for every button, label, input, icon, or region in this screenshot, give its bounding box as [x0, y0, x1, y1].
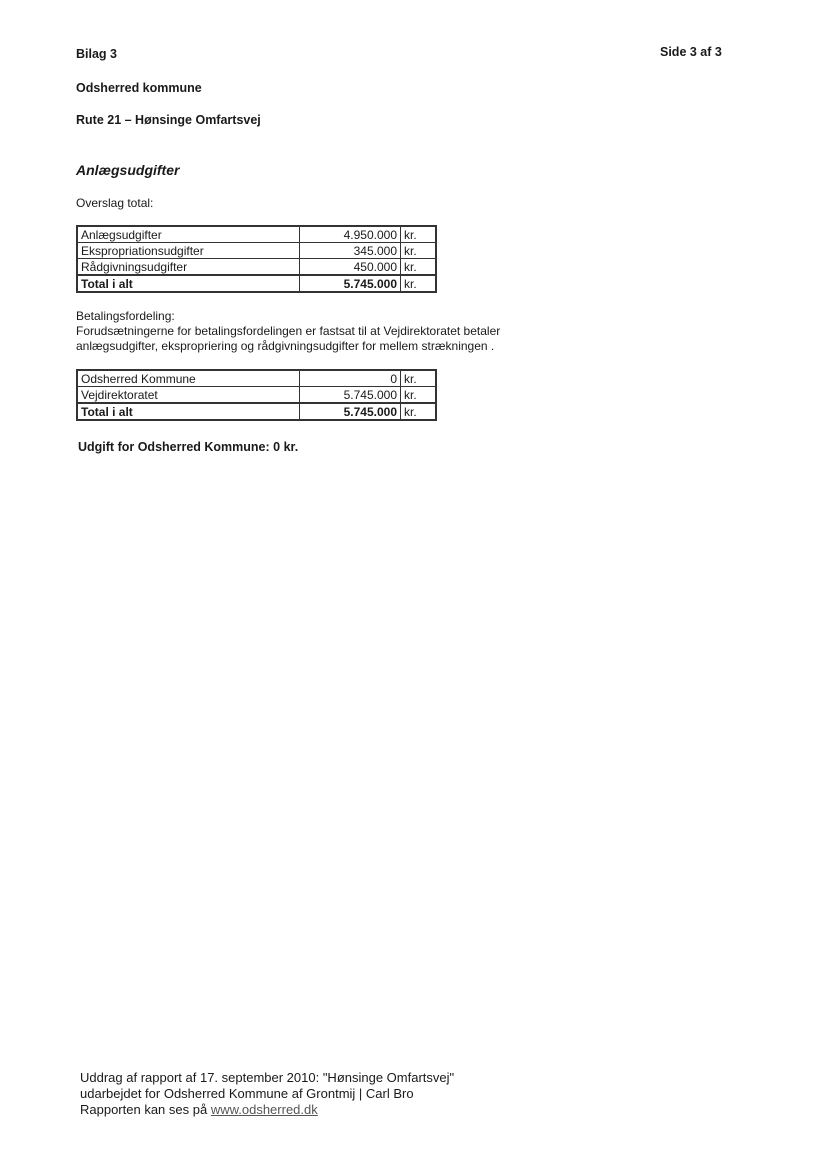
footer-line3-prefix: Rapporten kan ses på	[80, 1102, 211, 1117]
payment-heading: Betalingsfordeling:	[76, 309, 175, 323]
municipal-cost-summary: Udgift for Odsherred Kommune: 0 kr.	[78, 440, 299, 454]
table-row	[77, 259, 436, 276]
section-title: Anlægsudgifter	[76, 162, 180, 178]
total-row	[77, 403, 436, 420]
row-label: Odsherred Kommune	[77, 370, 300, 387]
footer	[80, 1070, 454, 1118]
row-unit: kr.	[401, 259, 437, 276]
row-value: 4.950.000	[300, 226, 401, 243]
total-unit: kr.	[401, 275, 437, 292]
website-link[interactable]: www.odsherred.dk	[210, 1102, 318, 1117]
row-unit: kr.	[401, 226, 437, 243]
row-value: 450.000	[300, 259, 401, 276]
total-label: Total i alt	[77, 403, 300, 420]
footer-line1: Uddrag af rapport af 17. september 2010: "Hønsinge Omfartsvej"	[80, 1070, 455, 1085]
footer-line3	[80, 1102, 454, 1118]
page-number: Side 3 af 3	[660, 45, 722, 59]
row-label: Ekspropriationsudgifter	[77, 243, 300, 259]
row-unit: kr.	[401, 370, 437, 387]
row-value: 345.000	[300, 243, 401, 259]
municipality-title: Odsherred kommune	[76, 81, 202, 95]
cost-table	[76, 225, 437, 293]
total-value: 5.745.000	[300, 403, 401, 420]
table-row	[77, 387, 436, 404]
total-value: 5.745.000	[300, 275, 401, 292]
estimate-label: Overslag total:	[76, 196, 154, 210]
table-row	[77, 370, 436, 387]
route-title: Rute 21 – Hønsinge Omfartsvej	[76, 113, 261, 127]
payment-text-line1: Forudsætningerne for betalingsfordelingen er fastsat til at Vejdirektoratet betaler	[76, 324, 501, 338]
table-row	[77, 243, 436, 259]
payment-table	[76, 369, 437, 421]
row-label: Vejdirektoratet	[77, 387, 300, 404]
row-value: 0	[300, 370, 401, 387]
payment-text-line2: anlægsudgifter, ekspropriering og rådgivningsudgifter for mellem strækningen .	[76, 339, 495, 353]
table-row	[77, 226, 436, 243]
footer-line2: udarbejdet for Odsherred Kommune af Grontmij | Carl Bro	[80, 1086, 414, 1101]
row-label: Anlægsudgifter	[77, 226, 300, 243]
row-value: 5.745.000	[300, 387, 401, 404]
row-unit: kr.	[401, 387, 437, 404]
row-label: Rådgivningsudgifter	[77, 259, 300, 276]
total-label: Total i alt	[77, 275, 300, 292]
total-row	[77, 275, 436, 292]
appendix-label: Bilag 3	[76, 47, 117, 61]
row-unit: kr.	[401, 243, 437, 259]
total-unit: kr.	[401, 403, 437, 420]
